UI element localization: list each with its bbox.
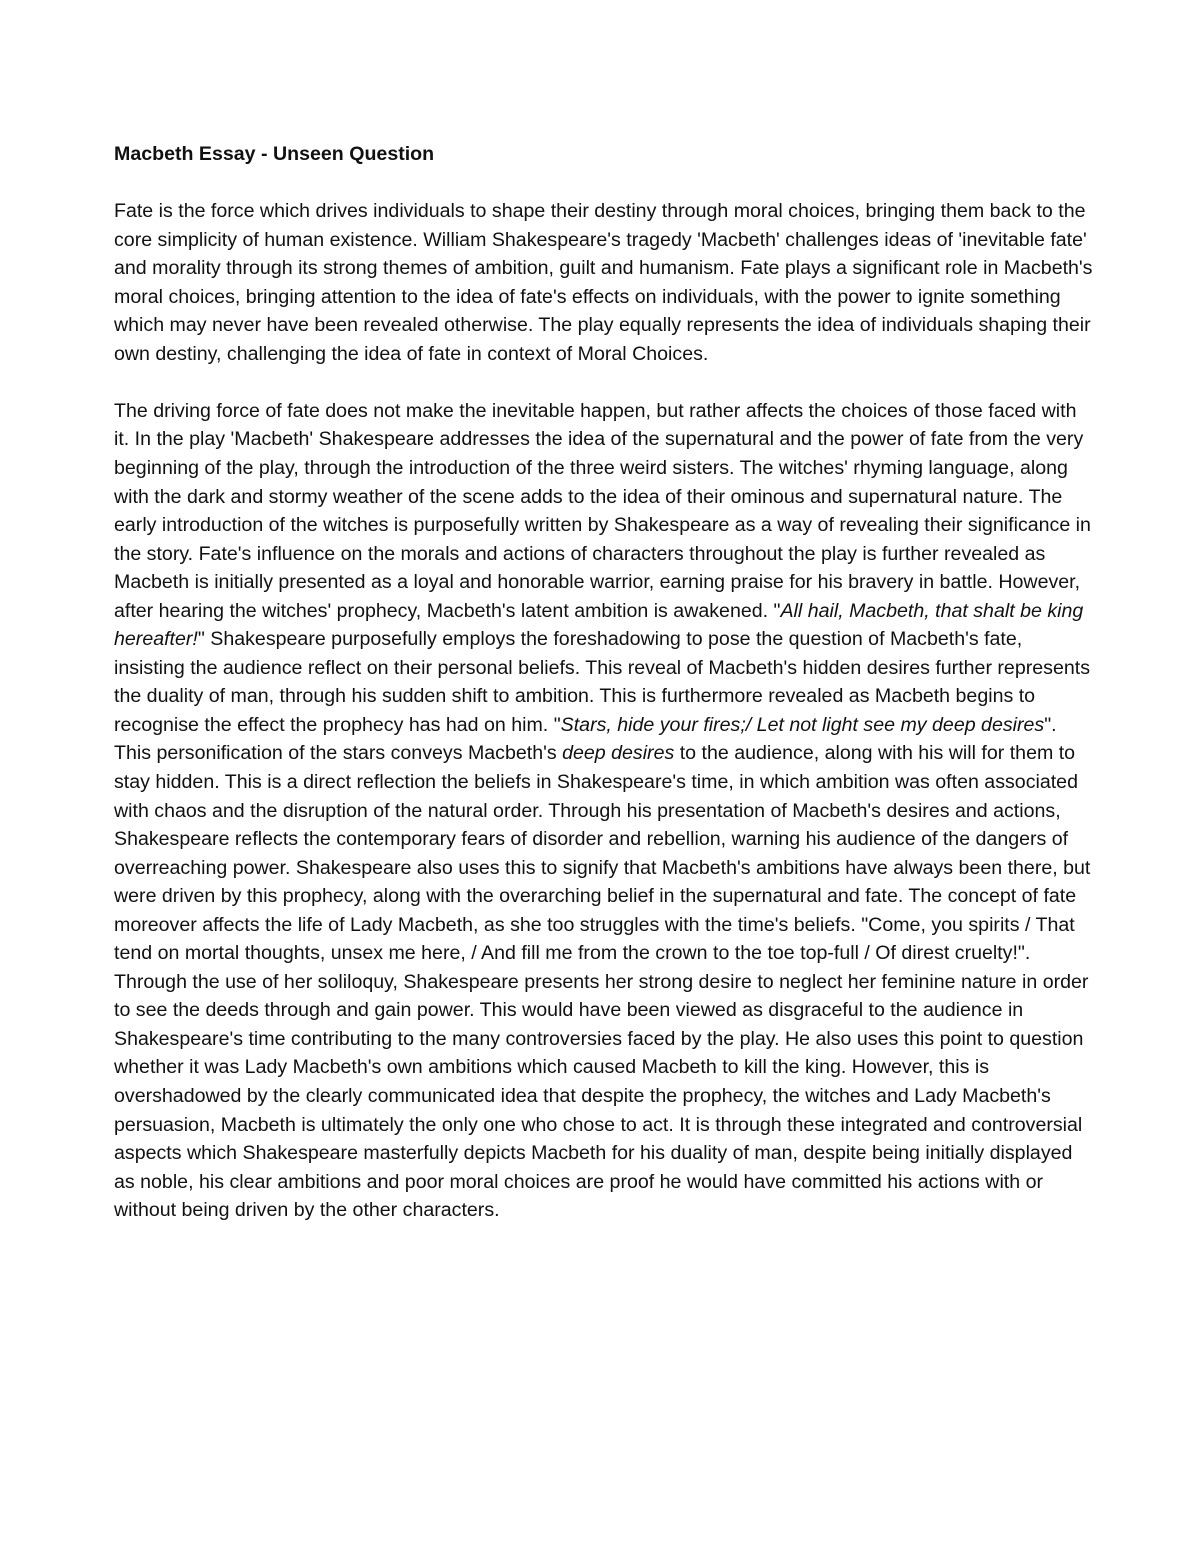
paragraph-body-text-1: The driving force of fate does not make the inevitable happen, but rather affects the choices of those faced with it. In the play 'Macbeth' Shakespeare addresses the idea of the supernatural and the power of fate from the very beginning of the play, through the introduction of the three weird sisters. The witches' rhyming language, along with the dark and stormy weather of the scene adds to the idea of their ominous and supernatural nature. The early introduction of the witches is purposefully written by Shakespeare as a way of revealing their significance in the story. Fate's influence on the morals and actions of characters throughout the play is further revealed as Macbeth is initially presented as a loyal and honorable warrior, earning praise for his bravery in battle. However, after hearing the witches' prophecy, Macbeth's latent ambition is awakened. " (114, 399, 1091, 622)
quote-all-hail: All hail, Macbeth, that shalt be king hereafter! (114, 599, 1084, 651)
paragraph-body-text-3: ". This personification of the stars conveys Macbeth's (114, 713, 1057, 765)
document-body (114, 140, 1096, 1253)
paragraph-introduction: Fate is the force which drives individuals to shape their destiny through moral choices, bringing them back to the core simplicity of human existence. William Shakespeare's tragedy 'Macbeth' challenges ideas of 'inevitable fate' and morality through its strong themes of ambition, guilt and humanism. Fate plays a significant role in Macbeth's moral choices, bringing attention to the idea of fate's effects on individuals, with the power to ignite something which may never have been revealed otherwise. The play equally represents the idea of individuals shaping their own destiny, challenging the idea of fate in context of Moral Choices. (114, 200, 1093, 365)
paragraph-body-text-4: to the audience, along with his will for them to stay hidden. This is a direct reflection the beliefs in Shakespeare's time, in which ambition was often associated with chaos and the disruption of the natural order. Through his presentation of Macbeth's desires and actions, Shakespeare reflects the contemporary fears of disorder and rebellion, warning his audience of the dangers of overreaching power. Shakespeare also uses this to signify that Macbeth's ambitions have always been there, but were driven by this prophecy, along with the overarching belief in the supernatural and fate. The concept of fate moreover affects the life of Lady Macbeth, as she too struggles with the time's beliefs. "Come, you spirits / That tend on mortal thoughts, unsex me here, / And fill me from the crown to the toe top-full / Of direst cruelty!". Through the use of her soliloquy, Shakespeare presents her strong desire to neglect her feminine nature in order to see the deeds through and gain power. This would have been viewed as disgraceful to the audience in Shakespeare's time contributing to the many controversies faced by the play. He also uses this point to question whether it was Lady Macbeth's own ambitions which caused Macbeth to kill the king. However, this is overshadowed by the clearly communicated idea that despite the prophecy, the witches and Lady Macbeth's persuasion, Macbeth is ultimately the only one who chose to act. It is through these integrated and controversial aspects which Shakespeare masterfully depicts Macbeth for his duality of man, despite being initially displayed as noble, his clear ambitions and poor moral choices are proof he would have committed his actions with or without being driven by the other characters. (114, 742, 1091, 1222)
paragraph-body-text-2: " Shakespeare purposefully employs the foreshadowing to pose the question of Macbeth's fate, insisting the audience reflect on their personal beliefs. This reveal of Macbeth's hidden desires further represents the duality of man, through his sudden shift to ambition. This is furthermore revealed as Macbeth begins to recognise the effect the prophecy has had on him. " (114, 628, 1090, 736)
quote-stars-hide: Stars, hide your fires;/ Let not light see my deep desires (560, 713, 1045, 736)
paragraph-body (114, 397, 1096, 1225)
document-title: Macbeth Essay - Unseen Question (114, 143, 435, 165)
quote-deep-desires: deep desires (562, 742, 675, 765)
